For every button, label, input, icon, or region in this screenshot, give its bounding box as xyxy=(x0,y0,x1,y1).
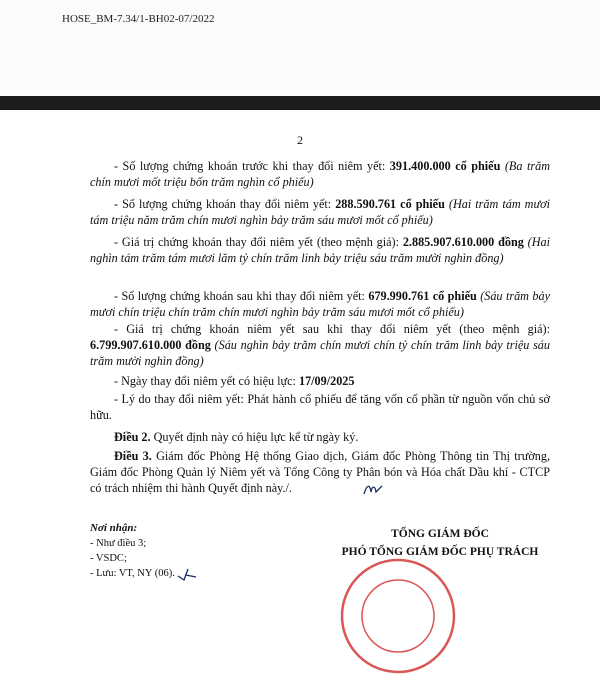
item-label: - Giá trị chứng khoán niêm yết sau khi thay đổi niêm yết (theo mệnh giá): xyxy=(114,322,550,336)
article-label: Điều 2. xyxy=(114,430,151,444)
item-value: 2.885.907.610.000 đồng xyxy=(402,235,524,249)
item-value: 288.590.761 cổ phiếu xyxy=(335,197,445,211)
item-value: 679.990.761 cổ phiếu xyxy=(368,289,477,303)
form-code: HOSE_BM-7.34/1-BH02-07/2022 xyxy=(62,13,215,25)
article-2 xyxy=(90,429,550,445)
item-reason: - Lý do thay đổi niêm yết: Phát hành cổ phiếu để tăng vốn cổ phần từ nguồn vốn chủ sở hữu. xyxy=(90,392,550,422)
item-shares-after xyxy=(90,288,550,320)
item-words: (Hai trăm tám mươi tám triệu năm trăm chín mươi nghìn bảy trăm sáu mươi mốt cổ phiếu) xyxy=(90,197,551,227)
signer-subtitle: PHÓ TỔNG GIÁM ĐỐC PHỤ TRÁCH xyxy=(341,546,539,558)
signer-title: TỔNG GIÁM ĐỐC xyxy=(391,528,489,540)
item-label: - Số lượng chứng khoán sau khi thay đổi niêm yết: xyxy=(114,289,369,303)
recipient-line: - Như điều 3; xyxy=(90,538,147,549)
page-number: 2 xyxy=(297,133,303,147)
item-label: - Số lượng chứng khoán thay đổi niêm yết: xyxy=(114,197,336,211)
item-shares-changed xyxy=(90,196,550,228)
recipient-line: - Lưu: VT, NY (06). xyxy=(90,568,175,579)
item-effective-date xyxy=(90,373,550,389)
recipient-line: - VSDC; xyxy=(90,553,127,564)
handwritten-initials xyxy=(362,482,384,501)
article-label: Điều 3. xyxy=(114,449,152,463)
article-text: Giám đốc Phòng Hệ thống Giao dịch, Giám đốc Phòng Thông tin Thị trường, Giám đốc Phòng Quản lý Niêm yết và Tổng Công ty Phân bón và Hóa chất Dầu khí - CTCP có trách nhiệm thi hành Quyết định này./. xyxy=(90,449,551,495)
recipients-title: Nơi nhận: xyxy=(90,522,138,534)
item-value: 6.799.907.610.000 đồng xyxy=(90,338,211,352)
article-text: Quyết định này có hiệu lực kể từ ngày ký. xyxy=(150,430,359,444)
item-shares-before xyxy=(90,158,550,190)
official-seal xyxy=(338,556,458,676)
item-words: (Sáu nghìn bảy trăm chín mươi chín tỷ chín trăm linh bảy triệu sáu trăm mười nghìn đồng) xyxy=(90,338,550,368)
item-words: (Ba trăm chín mươi mốt triệu bốn trăm nghìn cổ phiếu) xyxy=(90,159,550,189)
item-value: 17/09/2025 xyxy=(298,374,355,388)
item-words: (Sáu trăm bảy mươi chín triệu chín trăm chín mươi nghìn bảy trăm sáu mươi mốt cổ phiếu) xyxy=(90,289,551,319)
item-value: 391.400.000 cổ phiếu xyxy=(389,159,501,173)
item-label: - Số lượng chứng khoán trước khi thay đổi niêm yết: xyxy=(114,159,390,173)
previous-page-footer xyxy=(0,0,600,96)
item-words: (Hai nghìn tám trăm tám mươi lăm tỷ chín trăm linh bảy triệu sáu trăm mười nghìn đồng) xyxy=(90,235,550,265)
article-3 xyxy=(90,448,550,496)
item-label: - Giá trị chứng khoán thay đổi niêm yết (theo mệnh giá): xyxy=(114,235,403,249)
handwritten-initials xyxy=(176,566,198,585)
item-value-after xyxy=(90,321,550,369)
item-value-changed xyxy=(90,234,550,266)
item-label: - Ngày thay đổi niêm yết có hiệu lực: xyxy=(114,374,299,388)
page-break-bar xyxy=(0,96,600,110)
